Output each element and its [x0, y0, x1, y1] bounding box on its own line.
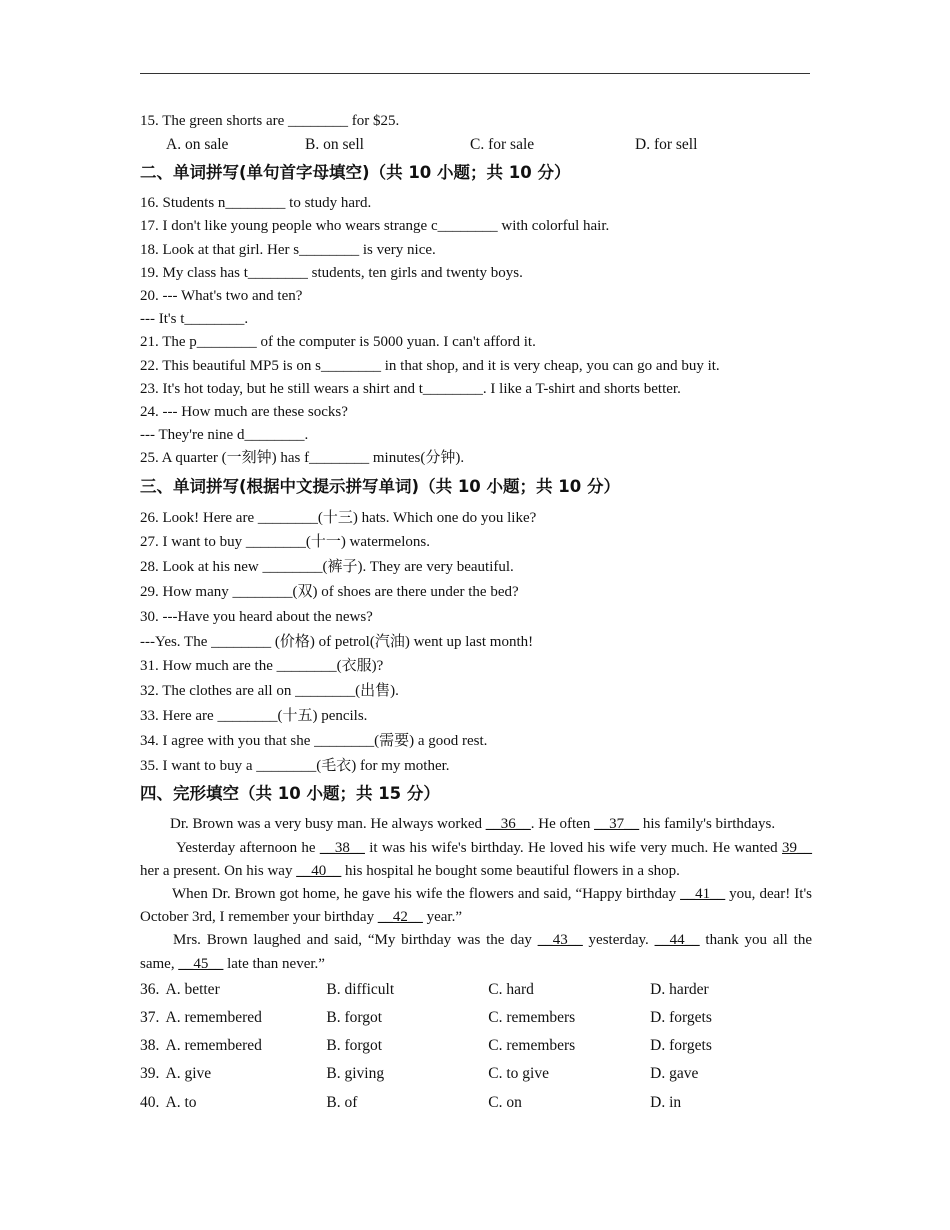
cloze-question [140, 1089, 812, 1117]
option-d[interactable]: D. forgets [650, 1009, 712, 1027]
cloze-blank: __45__ [178, 955, 224, 972]
cloze-question [140, 1004, 812, 1032]
cloze-blank: __42__ [377, 909, 423, 926]
option-a[interactable]: A. to [165, 1093, 197, 1111]
question-15-options [140, 133, 812, 157]
cloze-question [140, 1060, 812, 1088]
section-3-heading: 三、单词拼写(根据中文提示拼写单词)（共 10 小题；共 10 分） [140, 476, 620, 496]
passage-paragraph: Yesterday afternoon he __38__ it was his wife's birthday. He loved his wife very much. He wanted 39__ her a present. On his way __40__ his hospital he bought some beautiful flowers in a shop. [140, 839, 813, 879]
cloze-passage [140, 813, 812, 975]
cloze-blank: __43__ [537, 932, 583, 949]
option-c[interactable]: C. remembers [488, 1009, 576, 1027]
cloze-question [140, 1032, 812, 1060]
question-number: 36. [140, 980, 160, 998]
option-b[interactable]: B. giving [326, 1065, 385, 1083]
option-a[interactable]: A. better [165, 980, 220, 998]
passage-paragraph: Mrs. Brown laughed and said, “My birthday was the day __43__ yesterday. __44__ thank you all the same, __45__ late than never.” [140, 932, 812, 972]
question-15: 15. The green shorts are ________ for $25. [140, 113, 400, 129]
cloze-question [140, 976, 812, 1004]
option-b[interactable]: B. of [326, 1093, 358, 1111]
cloze-blank: __44__ [654, 932, 700, 949]
question-number: 39. [140, 1065, 160, 1083]
question-line: 21. The p________ of the computer is 5000 yuan. I can't afford it. [140, 334, 536, 351]
question-line: 31. How much are the ________(衣服)? [140, 658, 384, 675]
option-a[interactable]: A. remembered [165, 1037, 262, 1055]
option-a[interactable]: A. remembered [165, 1009, 262, 1027]
exam-page [140, 110, 812, 1117]
cloze-blank: __41__ [680, 886, 726, 903]
passage-paragraph: Dr. Brown was a very busy man. He always worked __36__. He often __37__ his family's birthdays. [170, 816, 776, 833]
question-number: 37. [140, 1009, 160, 1027]
question-line: ---Yes. The ________ (价格) of petrol(汽油) went up last month! [140, 633, 534, 650]
question-number: 40. [140, 1093, 160, 1111]
question-line: 20. --- What's two and ten? [140, 288, 303, 305]
question-line: 33. Here are ________(十五) pencils. [140, 708, 368, 725]
option-d[interactable]: D. forgets [650, 1037, 712, 1055]
option-b[interactable]: B. difficult [326, 980, 395, 998]
question-line: 35. I want to buy a ________(毛衣) for my mother. [140, 757, 450, 774]
cloze-questions [140, 976, 812, 1117]
cloze-blank: __38__ [319, 839, 365, 856]
option-a[interactable]: A. give [165, 1065, 212, 1083]
question-line: 27. I want to buy ________(十一) watermelons. [140, 534, 430, 551]
option-b[interactable]: B. forgot [326, 1009, 383, 1027]
cloze-blank: __37__ [594, 816, 640, 833]
option-d[interactable]: D. for sell [635, 136, 698, 154]
question-line: 17. I don't like young people who wears strange c________ with colorful hair. [140, 218, 610, 235]
cloze-blank: __36__ [485, 816, 531, 833]
question-line: 34. I agree with you that she ________(需要) a good rest. [140, 732, 488, 749]
section-2-heading: 二、单词拼写(单句首字母填空)（共 10 小题；共 10 分） [140, 163, 571, 183]
question-line: 23. It's hot today, but he still wears a shirt and t________. I like a T-shirt and shorts better. [140, 380, 681, 397]
question-line: 18. Look at that girl. Her s________ is very nice. [140, 241, 436, 258]
question-line: 26. Look! Here are ________(十三) hats. Which one do you like? [140, 509, 537, 526]
option-a[interactable]: A. on sale [166, 136, 229, 154]
question-line: 30. ---Have you heard about the news? [140, 608, 373, 625]
question-line: 22. This beautiful MP5 is on s________ in that shop, and it is very cheap, you can go and buy it. [140, 357, 720, 374]
option-c[interactable]: C. on [488, 1093, 522, 1111]
question-line: --- They're nine d________. [140, 427, 309, 444]
option-b[interactable]: B. on sell [305, 136, 364, 154]
option-b[interactable]: B. forgot [326, 1037, 383, 1055]
section-2-questions [140, 192, 812, 470]
passage-paragraph: When Dr. Brown got home, he gave his wife the flowers and said, “Happy birthday __41__ you, dear! It's October 3rd, I remember your birthday __42__ year.” [140, 886, 812, 926]
cloze-blank: __40__ [296, 862, 342, 879]
question-line: 29. How many ________(双) of shoes are there under the bed? [140, 584, 519, 601]
option-c[interactable]: C. remembers [488, 1037, 576, 1055]
option-d[interactable]: D. gave [650, 1065, 699, 1083]
header-rule [140, 73, 810, 74]
cloze-blank: 39__ [782, 839, 813, 856]
question-line: 19. My class has t________ students, ten girls and twenty boys. [140, 264, 523, 281]
option-d[interactable]: D. in [650, 1093, 682, 1111]
question-line: 25. A quarter (一刻钟) has f________ minutes(分钟). [140, 450, 465, 467]
question-line: 16. Students n________ to study hard. [140, 195, 372, 212]
section-3-questions [140, 506, 812, 779]
question-line: 32. The clothes are all on ________(出售). [140, 683, 399, 700]
option-c[interactable]: C. to give [488, 1065, 549, 1083]
question-line: 24. --- How much are these socks? [140, 404, 348, 421]
option-d[interactable]: D. harder [650, 980, 709, 998]
option-c[interactable]: C. hard [488, 980, 534, 998]
option-c[interactable]: C. for sale [470, 136, 535, 154]
question-number: 38. [140, 1037, 160, 1055]
section-4-heading: 四、完形填空（共 10 小题；共 15 分） [140, 784, 440, 804]
question-line: --- It's t________. [140, 311, 249, 328]
question-line: 28. Look at his new ________(裤子). They are very beautiful. [140, 559, 514, 576]
